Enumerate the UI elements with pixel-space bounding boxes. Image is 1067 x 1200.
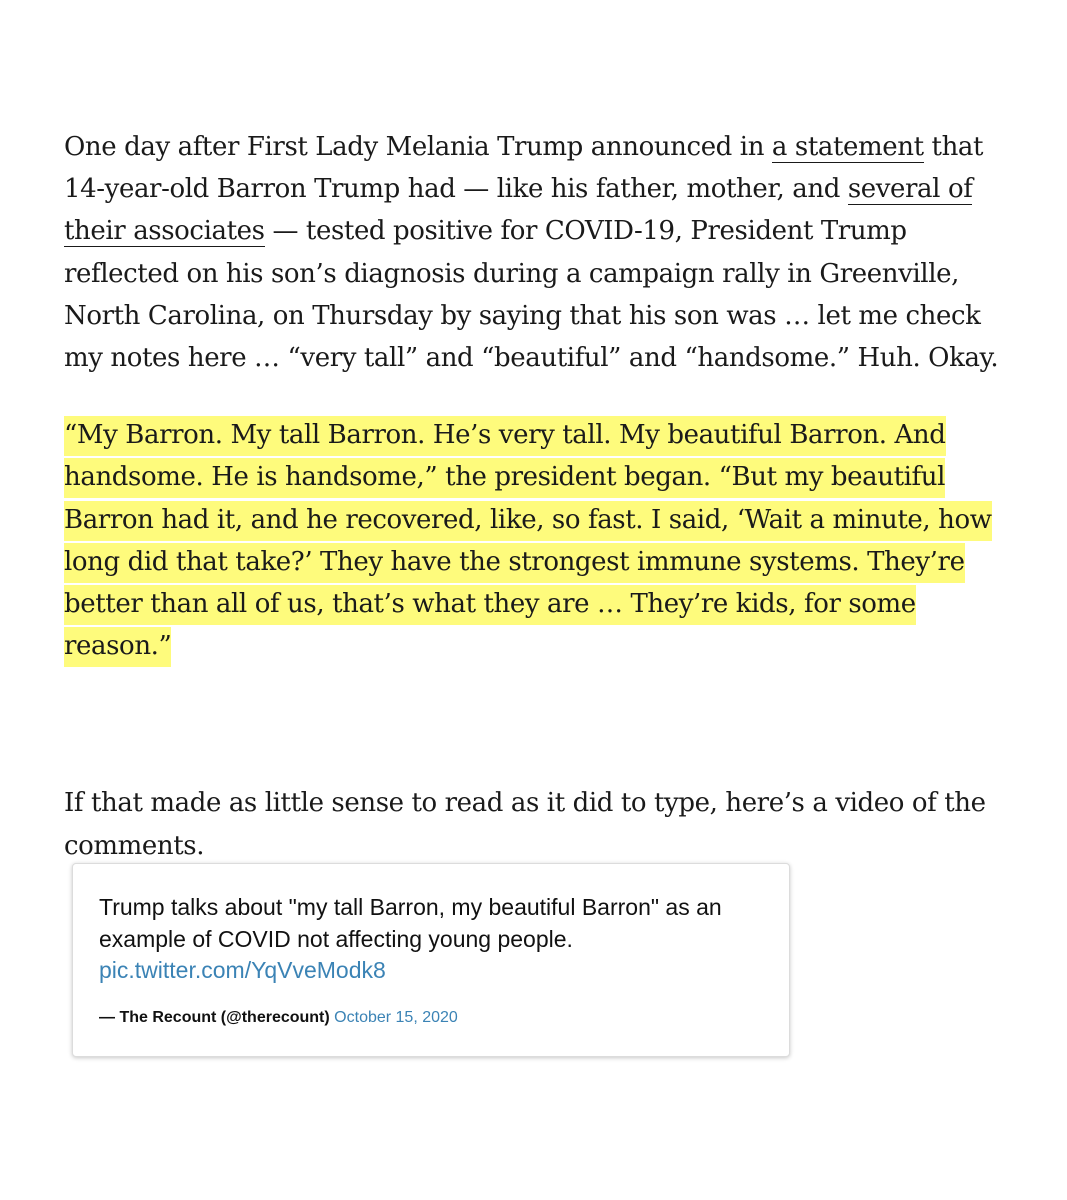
tweet-meta <box>99 1009 763 1027</box>
tweet-author: — The Recount (@therecount) <box>99 1008 330 1026</box>
paragraph-text: One day after First Lady Melania Trump announced in <box>64 132 772 162</box>
paragraph-text: — tested positive for COVID-19, President Trump reflected on his son’s diagnosis during a campaign rally in Greenville, North Carolina, on Thursday by saying that his son was … let me check my notes here … “very tall” and “beautiful” and “handsome.” Huh. Okay. <box>64 216 999 374</box>
tweet-text <box>99 892 763 987</box>
embedded-tweet <box>72 863 790 1057</box>
article-paragraph-2: If that made as little sense to read as it did to type, here’s a video of the comments. <box>64 788 986 861</box>
highlighted-quote <box>64 414 1009 667</box>
tweet-pic-link[interactable]: pic.twitter.com/YqVveModk8 <box>99 957 386 983</box>
paragraph-text: that 14-year-old Barron Trump had — like his father, mother, and <box>64 132 984 205</box>
statement-link[interactable]: a statement <box>771 132 924 162</box>
quote-highlight: “My Barron. My tall Barron. He’s very tall. My beautiful Barron. And handsome. He is handsome,” the president began. “But my beautiful Barron had it, and he recovered, like, so fast. I said, ‘Wait a minute, how long did that take?’ They have the strongest immune systems. They’re better than all of us, that’s what they are … They’re kids, for some reason.” <box>64 416 992 667</box>
associates-link[interactable]: several of their associates <box>64 174 973 247</box>
tweet-date-link[interactable]: October 15, 2020 <box>334 1008 458 1026</box>
tweet-body: Trump talks about "my tall Barron, my beautiful Barron" as an example of COVID not affecting young people. <box>99 894 722 952</box>
article-paragraph <box>64 126 1009 379</box>
article-body <box>64 126 1009 867</box>
